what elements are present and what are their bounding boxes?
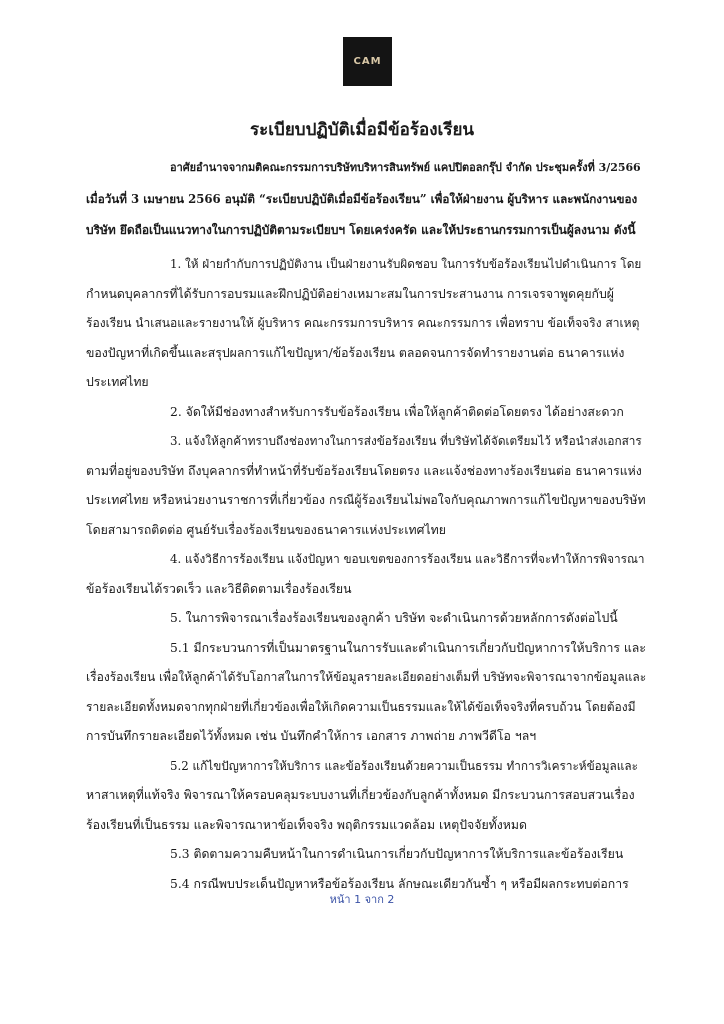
- intro-line: บริษัท ยึดถือเป็นแนวทางในการปฏิบัติตามระเบียบฯ โดยเคร่งครัด และให้ประธานกรรมการเป็นผู้ลงนาม ดังนี้: [86, 223, 636, 237]
- body-line: 5.1 มีกระบวนการที่เป็นมาตรฐานในการรับและดำเนินการเกี่ยวกับปัญหาการให้บริการ และ: [170, 640, 646, 655]
- document-title: ระเบียบปฏิบัติเมื่อมีข้อร้องเรียน: [249, 120, 475, 140]
- body-line: ของปัญหาที่เกิดขึ้นและสรุปผลการแก้ไขปัญหา/ข้อร้องเรียน ตลอดจนการจัดทำรายงานต่อ ธนาคารแห่ง: [86, 345, 625, 360]
- body-line: ประเทศไทย หรือหน่วยงานราชการที่เกี่ยวข้อง กรณีผู้ร้องเรียนไม่พอใจกับคุณภาพการแก้ไขปัญหาของบริษัท: [86, 493, 646, 507]
- page-number: หน้า 1 จาก 2: [329, 893, 395, 906]
- body-line: 5.3 ติดตามความคืบหน้าในการดำเนินการเกี่ยวกับปัญหาการให้บริการและข้อร้องเรียน: [170, 847, 624, 861]
- intro-line: อาศัยอำนาจจากมติคณะกรรมการบริษัทบริหารสินทรัพย์ แคปปิตอลกรุ๊ป จำกัด ประชุมครั้งที่ 3/2566: [170, 161, 641, 174]
- body-line: กำหนดบุคลากรที่ได้รับการอบรมและฝึกปฏิบัติอย่างเหมาะสมในการประสานงาน การเจรจาพูดคุยกับผู้: [86, 286, 614, 301]
- body-line: โดยสามารถติดต่อ ศูนย์รับเรื่องร้องเรียนของธนาคารแห่งประเทศไทย: [86, 522, 446, 537]
- body-line: ร้องเรียน นำเสนอและรายงานให้ ผู้บริหาร คณะกรรมการบริหาร คณะกรรมการ เพื่อทราบ ข้อเท็จจริง สาเหตุ: [86, 316, 640, 330]
- intro-line: เมื่อวันที่ 3 เมษายน 2566 อนุมัติ “ระเบียบปฏิบัติเมื่อมีข้อร้องเรียน” เพื่อให้ฝ่ายงาน ผู้บริหาร และพนักงานของ: [86, 192, 638, 206]
- body-line: ข้อร้องเรียนได้รวดเร็ว และวิธีติดตามเรื่องร้องเรียน: [86, 581, 352, 596]
- body-line: 5. ในการพิจารณาเรื่องร้องเรียนของลูกค้า บริษัท จะดำเนินการด้วยหลักการดังต่อไปนี้: [170, 611, 618, 625]
- intro-paragraph: [86, 156, 642, 249]
- body-line: ร้องเรียนที่เป็นธรรม และพิจารณาหาข้อเท็จจริง พฤติกรรมแวดล้อม เหตุปัจจัยทั้งหมด: [86, 817, 527, 832]
- company-logo: [343, 37, 392, 86]
- body-line: รายละเอียดทั้งหมดจากทุกฝ่ายที่เกี่ยวข้องเพื่อให้เกิดความเป็นธรรมและให้ได้ข้อเท็จจริงที่ครบถ้วน โดยต้องมี: [86, 699, 636, 714]
- body-line: 5.2 แก้ไขปัญหาการให้บริการ และข้อร้องเรียนด้วยความเป็นธรรม ทำการวิเคราะห์ข้อมูลและ: [170, 758, 638, 773]
- body-line: ประเทศไทย: [86, 375, 149, 389]
- body-line: 2. จัดให้มีช่องทางสำหรับการรับข้อร้องเรียน เพื่อให้ลูกค้าติดต่อโดยตรง ได้อย่างสะดวก: [170, 404, 624, 419]
- body-line: 1. ให้ ฝ่ายกำกับการปฏิบัติงาน เป็นฝ่ายงานรับผิดชอบ ในการรับข้อร้องเรียนไปดำเนินการ โดย: [170, 257, 642, 271]
- logo-text: CAM: [353, 56, 382, 67]
- body-line: การบันทึกรายละเอียดไว้ทั้งหมด เช่น บันทึกคำให้การ เอกสาร ภาพถ่าย ภาพวีดีโอ ฯลฯ: [86, 729, 537, 743]
- body-line: เรื่องร้องเรียน เพื่อให้ลูกค้าได้รับโอกาสในการให้ข้อมูลรายละเอียดอย่างเต็มที่ บริษัทจะพิจารณาจากข้อมูลและ: [86, 670, 647, 684]
- body-line: 4. แจ้งวิธีการร้องเรียน แจ้งปัญหา ขอบเขตของการร้องเรียน และวิธีการที่จะทำให้การพิจารณา: [170, 552, 645, 566]
- body-line: 5.4 กรณีพบประเด็นปัญหาหรือข้อร้องเรียน ลักษณะเดียวกันซ้ำ ๆ หรือมีผลกระทบต่อการ: [170, 876, 629, 891]
- body-line: 3. แจ้งให้ลูกค้าทราบถึงช่องทางในการส่งข้อร้องเรียน ที่บริษัทได้จัดเตรียมไว้ หรือนำส่งเอกสาร: [170, 434, 642, 448]
- document-body: [86, 252, 646, 901]
- body-line: หาสาเหตุที่แท้จริง พิจารณาให้ครอบคลุมระบบงานที่เกี่ยวข้องกับลูกค้าทั้งหมด มีกระบวนการสอบสวนเรื่อง: [86, 788, 635, 802]
- body-line: ตามที่อยู่ของบริษัท ถึงบุคลากรที่ทำหน้าที่รับข้อร้องเรียนโดยตรง และแจ้งช่องทางร้องเรียนต่อ ธนาคารแห่ง: [86, 463, 642, 478]
